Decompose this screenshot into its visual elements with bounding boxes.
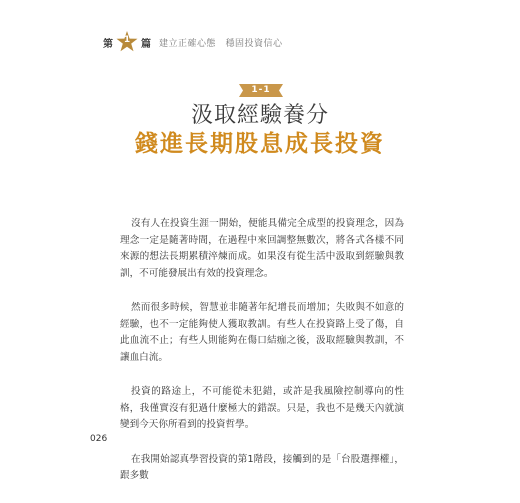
paragraph: 投資的路途上，不可能從未犯錯，或許是我風險控制導向的性格，我僅實沒有犯過什麼極大的錯誤。只是，我也不是幾天內就演變到今天你所看到的投資哲學。 xyxy=(120,386,404,430)
body-text xyxy=(120,216,404,503)
section-number: 1-1 xyxy=(251,85,271,95)
chapter-prefix: 第 xyxy=(103,38,113,50)
page-number: 026 xyxy=(90,434,108,444)
paragraph: 在我開始認真學習投資的第1階段，接觸到的是「台股選擇權」，跟多數 xyxy=(120,453,404,481)
paragraph: 然而很多時候，智慧並非隨著年紀增長而增加；失敗與不如意的經驗，也不一定能夠使人獲取教訓。有些人在投資路上受了傷，自此血流不止；有些人則能夠在傷口結痂之後，汲取經驗與教訓，不讓血白流。 xyxy=(120,302,404,363)
chapter-star-badge xyxy=(116,31,138,53)
chapter-number: 1 xyxy=(123,35,131,45)
section-title-line1: 汲取經驗養分 xyxy=(190,103,329,128)
running-header xyxy=(103,31,283,53)
paragraph: 沒有人在投資生涯一開始，便能具備完全成型的投資理念，因為理念一定是隨著時間，在過程中來回調整無數次，將各式各樣不同來源的想法長期累積淬煉而成。如果沒有從生活中汲取到經驗與教訓，不可能發展出有效的投資理念。 xyxy=(120,218,404,279)
chapter-title: 建立正確心態 穩固投資信心 xyxy=(159,38,283,49)
section-number-banner xyxy=(239,84,283,97)
section-title-line2: 錢進長期股息成長投資 xyxy=(135,131,385,157)
chapter-suffix: 篇 xyxy=(141,38,151,50)
